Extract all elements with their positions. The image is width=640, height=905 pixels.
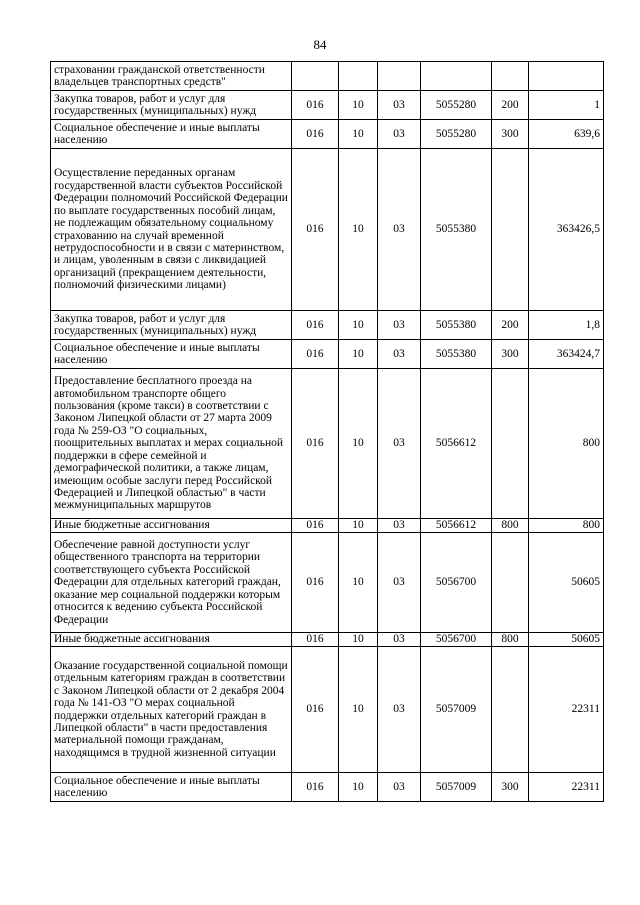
row-description: Обеспечение равной доступности услуг общественного транспорта на территории соответствующего субъекта Российской Федерации для отдельных категорий граждан, оказание мер социальной поддержки которым относится к ведению субъекта Российской Федерации — [51, 533, 292, 633]
expense-type-code: 800 — [492, 633, 529, 647]
row-description: страховании гражданской ответственности владельцев транспортных средств" — [51, 62, 292, 91]
ministry-code: 016 — [292, 369, 339, 519]
ministry-code: 016 — [292, 91, 339, 120]
budget-table — [50, 61, 604, 802]
row-description: Иные бюджетные ассигнования — [51, 633, 292, 647]
expense-type-code: 200 — [492, 91, 529, 120]
expense-type-code — [492, 647, 529, 773]
ministry-code: 016 — [292, 311, 339, 340]
row-description: Осуществление переданных органам государственной власти субъектов Российской Федерации полномочий Российской Федерации по выплате государственных пособий лицам, не подлежащим обязательному социальному страхованию на случай временной нетрудоспособности и в связи с материнством, и лицам, уволенным в связи с ликвидацией организаций (прекращением деятельности, полномочий физическими лицами) — [51, 149, 292, 311]
subsection-code: 03 — [378, 340, 421, 369]
section-code: 10 — [339, 647, 378, 773]
subsection-code — [378, 62, 421, 91]
row-description: Закупка товаров, работ и услуг для государственных (муниципальных) нужд — [51, 91, 292, 120]
table-row — [51, 340, 604, 369]
subsection-code: 03 — [378, 773, 421, 802]
amount-value: 22311 — [529, 647, 604, 773]
expense-type-code: 300 — [492, 120, 529, 149]
target-article-code: 5056700 — [421, 633, 492, 647]
expense-type-code — [492, 149, 529, 311]
target-article-code: 5055280 — [421, 91, 492, 120]
row-description: Закупка товаров, работ и услуг для государственных (муниципальных) нужд — [51, 311, 292, 340]
target-article-code: 5055280 — [421, 120, 492, 149]
table-row — [51, 633, 604, 647]
expense-type-code — [492, 369, 529, 519]
subsection-code: 03 — [378, 633, 421, 647]
budget-table-body — [51, 62, 604, 802]
section-code: 10 — [339, 120, 378, 149]
amount-value: 800 — [529, 369, 604, 519]
ministry-code: 016 — [292, 533, 339, 633]
row-description: Социальное обеспечение и иные выплаты населению — [51, 120, 292, 149]
table-row — [51, 91, 604, 120]
expense-type-code: 800 — [492, 519, 529, 533]
amount-value: 639,6 — [529, 120, 604, 149]
row-description: Социальное обеспечение и иные выплаты населению — [51, 340, 292, 369]
ministry-code: 016 — [292, 519, 339, 533]
row-description: Предоставление бесплатного проезда на автомобильном транспорте общего пользования (кроме такси) в соответствии с Законом Липецкой области от 27 марта 2009 года № 259-ОЗ "О социальных, поощрительных выплатах и мерах социальной поддержки в сфере семейной и демографической политики, а также лицам, имеющим особые заслуги перед Российской Федерацией и Липецкой областью" в части межмуниципальных маршрутов — [51, 369, 292, 519]
target-article-code: 5056700 — [421, 533, 492, 633]
row-description: Иные бюджетные ассигнования — [51, 519, 292, 533]
amount-value: 50605 — [529, 533, 604, 633]
ministry-code: 016 — [292, 340, 339, 369]
subsection-code: 03 — [378, 149, 421, 311]
table-row — [51, 647, 604, 773]
amount-value — [529, 62, 604, 91]
section-code: 10 — [339, 340, 378, 369]
expense-type-code: 300 — [492, 340, 529, 369]
subsection-code: 03 — [378, 311, 421, 340]
amount-value: 363426,5 — [529, 149, 604, 311]
section-code: 10 — [339, 149, 378, 311]
ministry-code: 016 — [292, 633, 339, 647]
subsection-code: 03 — [378, 369, 421, 519]
table-row — [51, 62, 604, 91]
table-row — [51, 149, 604, 311]
expense-type-code — [492, 62, 529, 91]
section-code: 10 — [339, 311, 378, 340]
subsection-code: 03 — [378, 120, 421, 149]
expense-type-code — [492, 533, 529, 633]
section-code: 10 — [339, 633, 378, 647]
table-row — [51, 311, 604, 340]
amount-value: 363424,7 — [529, 340, 604, 369]
amount-value: 50605 — [529, 633, 604, 647]
section-code — [339, 62, 378, 91]
page-number: 84 — [313, 37, 327, 52]
section-code: 10 — [339, 91, 378, 120]
expense-type-code: 200 — [492, 311, 529, 340]
target-article-code: 5055380 — [421, 149, 492, 311]
ministry-code: 016 — [292, 773, 339, 802]
subsection-code: 03 — [378, 91, 421, 120]
target-article-code: 5056612 — [421, 369, 492, 519]
table-row — [51, 533, 604, 633]
amount-value: 800 — [529, 519, 604, 533]
target-article-code: 5055380 — [421, 311, 492, 340]
ministry-code: 016 — [292, 647, 339, 773]
target-article-code: 5056612 — [421, 519, 492, 533]
amount-value: 1 — [529, 91, 604, 120]
table-row — [51, 369, 604, 519]
section-code: 10 — [339, 369, 378, 519]
target-article-code: 5057009 — [421, 647, 492, 773]
section-code: 10 — [339, 533, 378, 633]
amount-value: 1,8 — [529, 311, 604, 340]
amount-value: 22311 — [529, 773, 604, 802]
subsection-code: 03 — [378, 647, 421, 773]
target-article-code: 5055380 — [421, 340, 492, 369]
expense-type-code: 300 — [492, 773, 529, 802]
table-row — [51, 120, 604, 149]
table-row — [51, 773, 604, 802]
section-code: 10 — [339, 519, 378, 533]
ministry-code — [292, 62, 339, 91]
target-article-code — [421, 62, 492, 91]
row-description: Социальное обеспечение и иные выплаты населению — [51, 773, 292, 802]
subsection-code: 03 — [378, 533, 421, 633]
ministry-code: 016 — [292, 120, 339, 149]
row-description: Оказание государственной социальной помощи отдельным категориям граждан в соответствии с Законом Липецкой области от 2 декабря 2004 года № 141-ОЗ "О мерах социальной поддержки отдельных категорий граждан в Липецкой области" в части предоставления материальной помощи гражданам, находящимся в трудной жизненной ситуации — [51, 647, 292, 773]
subsection-code: 03 — [378, 519, 421, 533]
section-code: 10 — [339, 773, 378, 802]
target-article-code: 5057009 — [421, 773, 492, 802]
ministry-code: 016 — [292, 149, 339, 311]
table-row — [51, 519, 604, 533]
